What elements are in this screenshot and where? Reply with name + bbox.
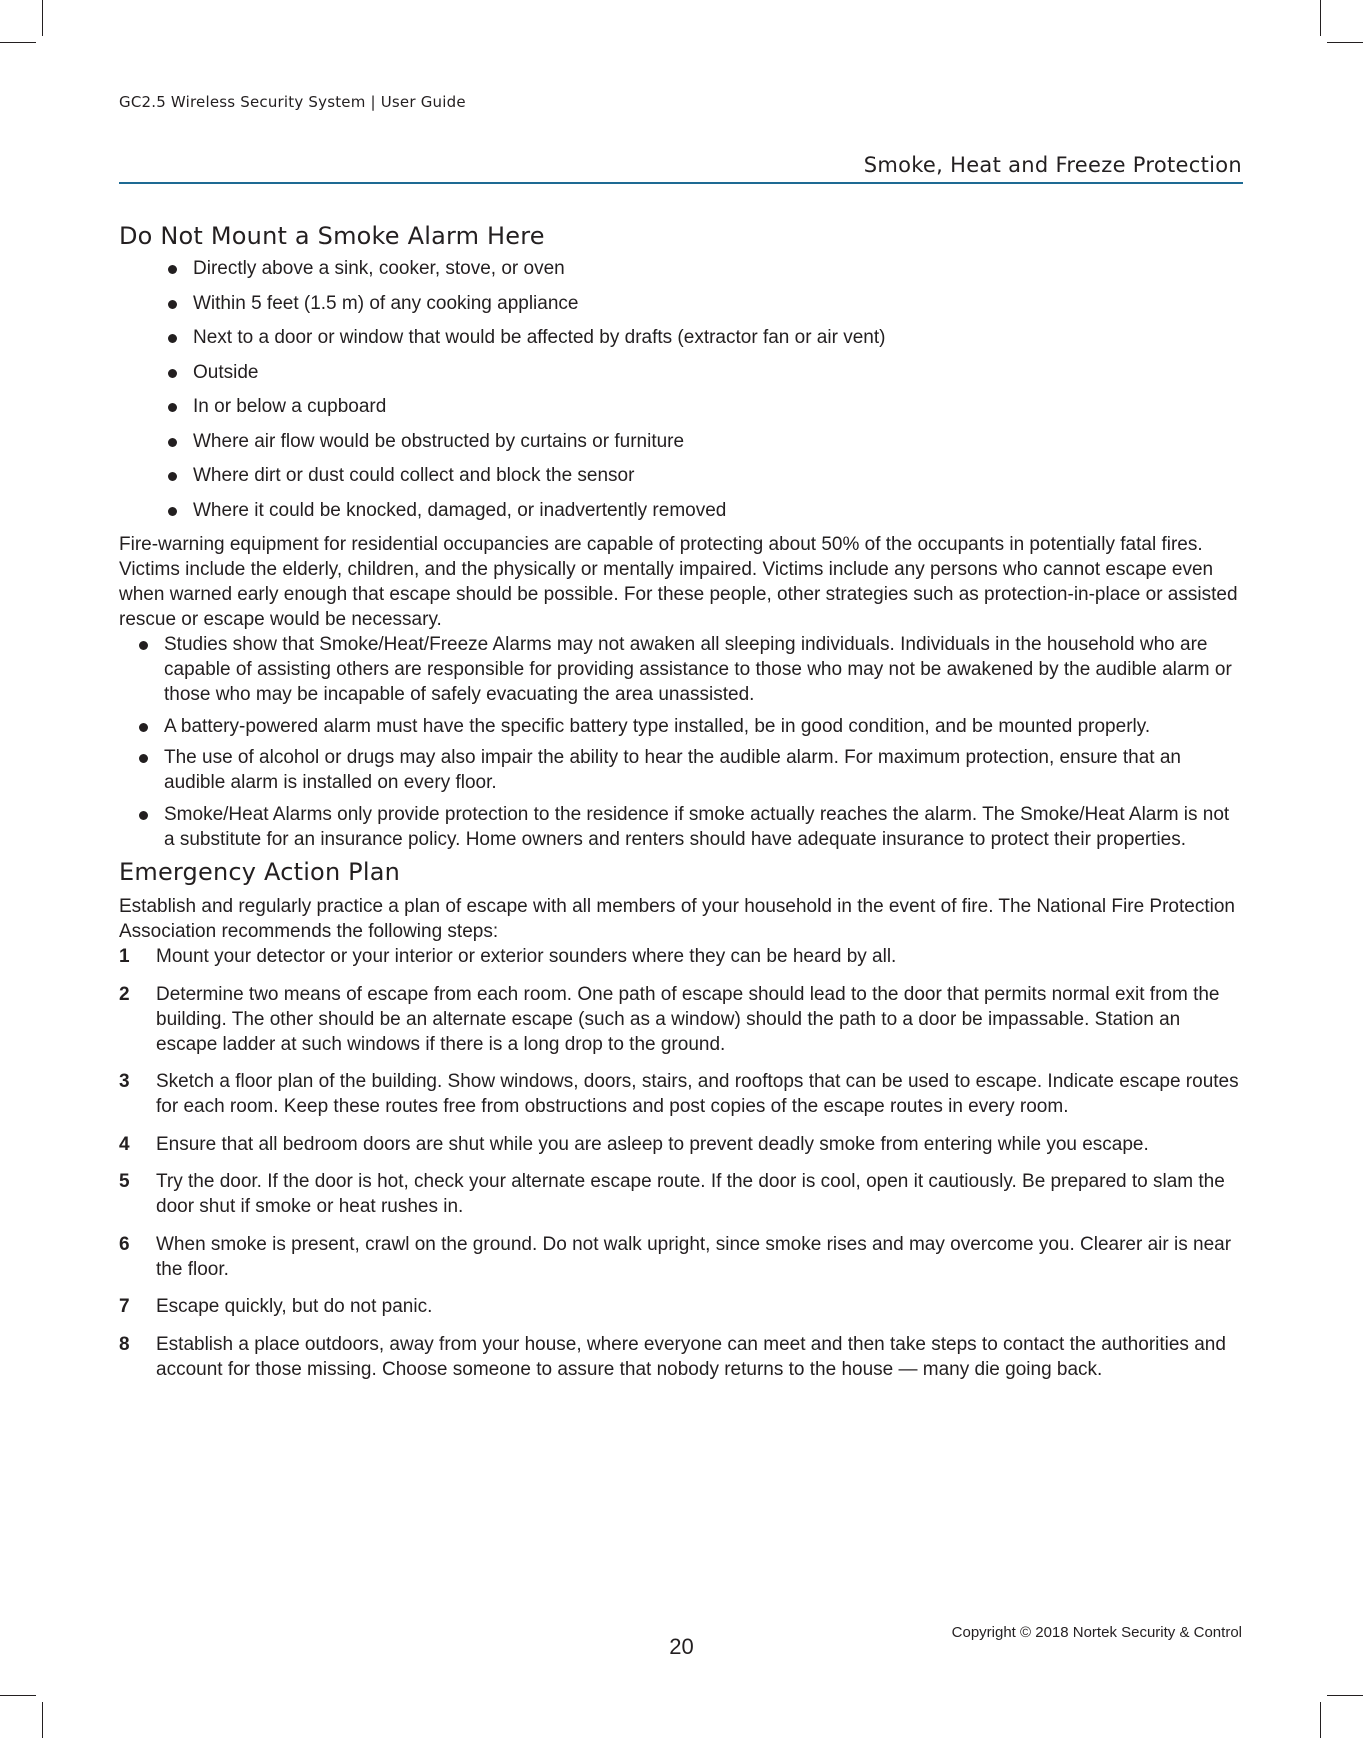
emergency-intro: Establish and regularly practice a plan of escape with all members of your household in the event of fire. The National Fire Protection Association recommends the following steps:	[119, 896, 1235, 942]
fire-warning-paragraph: Fire-warning equipment for residential occupancies are capable of protecting about 50% of the occupants in potentially fatal fires. Victims include the elderly, children, and the physically or mentally impaired. Victims include any persons who cannot escape even when warned early enough that escape should be possible. For these people, other strategies such as protection-in-place or assisted rescue or escape would be necessary.	[119, 534, 1238, 630]
step-text: Mount your detector or your interior or exterior sounders where they can be heard by all.	[156, 946, 897, 967]
crop-mark	[1327, 42, 1363, 43]
step-text: Ensure that all bedroom doors are shut while you are asleep to prevent deadly smoke from entering while you escape.	[156, 1133, 1149, 1155]
mounting-list	[119, 256, 1243, 523]
list-item: A battery-powered alarm must have the specific battery type installed, be in good condition, and be mounted properly.	[139, 714, 1243, 739]
page-content	[119, 222, 1243, 1394]
step-text: Determine two means of escape from each room. One path of escape should lead to the door that permits normal exit from the building. The other should be an alternate escape (such as a window) should the path to a door be impassable. Station an escape ladder at such windows if there is a long drop to the ground.	[156, 983, 1220, 1055]
step-item	[119, 944, 1243, 969]
step-item	[119, 1069, 1243, 1119]
step-item	[119, 1294, 1243, 1319]
crop-mark	[1327, 1695, 1363, 1696]
step-item	[119, 982, 1243, 1057]
list-item: Next to a door or window that would be affected by drafts (extractor fan or air vent)	[168, 325, 1243, 350]
step-item	[119, 1132, 1243, 1157]
list-item: Studies show that Smoke/Heat/Freeze Alarms may not awaken all sleeping individuals. Individuals in the household who are capable of assisting others are responsible for providing assistance to those who may not be awakened by the audible alarm or those who may be incapable of safely evacuating the area unassisted.	[139, 632, 1243, 707]
step-number: 3	[119, 1071, 130, 1092]
crop-mark	[0, 42, 36, 43]
step-text: When smoke is present, crawl on the ground. Do not walk upright, since smoke rises and may overcome you. Clearer air is near the floor.	[156, 1233, 1232, 1280]
step-number: 5	[119, 1171, 130, 1192]
list-item: Directly above a sink, cooker, stove, or oven	[168, 256, 1243, 281]
step-text: Establish a place outdoors, away from your house, where everyone can meet and then take steps to contact the authorities and account for those missing. Choose someone to assure that nobody returns to the house — many die going back.	[156, 1333, 1226, 1380]
copyright-notice: Copyright © 2018 Nortek Security & Control	[951, 1624, 1242, 1641]
crop-mark	[42, 0, 43, 36]
list-item: Within 5 feet (1.5 m) of any cooking appliance	[168, 291, 1243, 316]
step-item	[119, 1169, 1243, 1219]
crop-mark	[1320, 1702, 1321, 1738]
step-text: Try the door. If the door is hot, check your alternate escape route. If the door is cool, open it cautiously. Be prepared to slam the door shut if smoke or heat rushes in.	[156, 1171, 1225, 1217]
list-item: In or below a cupboard	[168, 394, 1243, 419]
section-title: Smoke, Heat and Freeze Protection	[863, 153, 1242, 177]
step-text: Sketch a floor plan of the building. Show windows, doors, stairs, and rooftops that can be used to escape. Indicate escape routes for each room. Keep these routes free from obstructions and post copies of the escape routes in every room.	[156, 1071, 1239, 1117]
crop-mark	[0, 1695, 36, 1696]
notes-list	[119, 632, 1243, 852]
step-number: 7	[119, 1296, 130, 1317]
list-item: Smoke/Heat Alarms only provide protection to the residence if smoke actually reaches the alarm. The Smoke/Heat Alarm is not a substitute for an insurance policy. Home owners and renters should have adequate insurance to protect their properties.	[139, 802, 1243, 852]
mounting-heading: Do Not Mount a Smoke Alarm Here	[119, 222, 545, 250]
list-item: Outside	[168, 360, 1243, 385]
step-number: 6	[119, 1233, 130, 1255]
step-number: 8	[119, 1333, 130, 1355]
step-item	[119, 1232, 1243, 1282]
step-item	[119, 1332, 1243, 1382]
list-item: The use of alcohol or drugs may also impair the ability to hear the audible alarm. For maximum protection, ensure that an audible alarm is installed on every floor.	[139, 745, 1243, 795]
step-number: 2	[119, 983, 130, 1005]
page-number: 20	[669, 1634, 694, 1659]
header-divider	[119, 182, 1243, 184]
crop-mark	[42, 1702, 43, 1738]
emergency-heading: Emergency Action Plan	[119, 858, 401, 886]
list-item: Where it could be knocked, damaged, or inadvertently removed	[168, 498, 1243, 523]
list-item: Where air flow would be obstructed by curtains or furniture	[168, 429, 1243, 454]
steps-list	[119, 944, 1243, 1382]
crop-mark	[1320, 0, 1321, 36]
list-item: Where dirt or dust could collect and block the sensor	[168, 463, 1243, 488]
document-title: GC2.5 Wireless Security System | User Guide	[119, 93, 466, 111]
step-number: 1	[119, 946, 130, 967]
step-number: 4	[119, 1133, 130, 1155]
step-text: Escape quickly, but do not panic.	[156, 1296, 433, 1317]
